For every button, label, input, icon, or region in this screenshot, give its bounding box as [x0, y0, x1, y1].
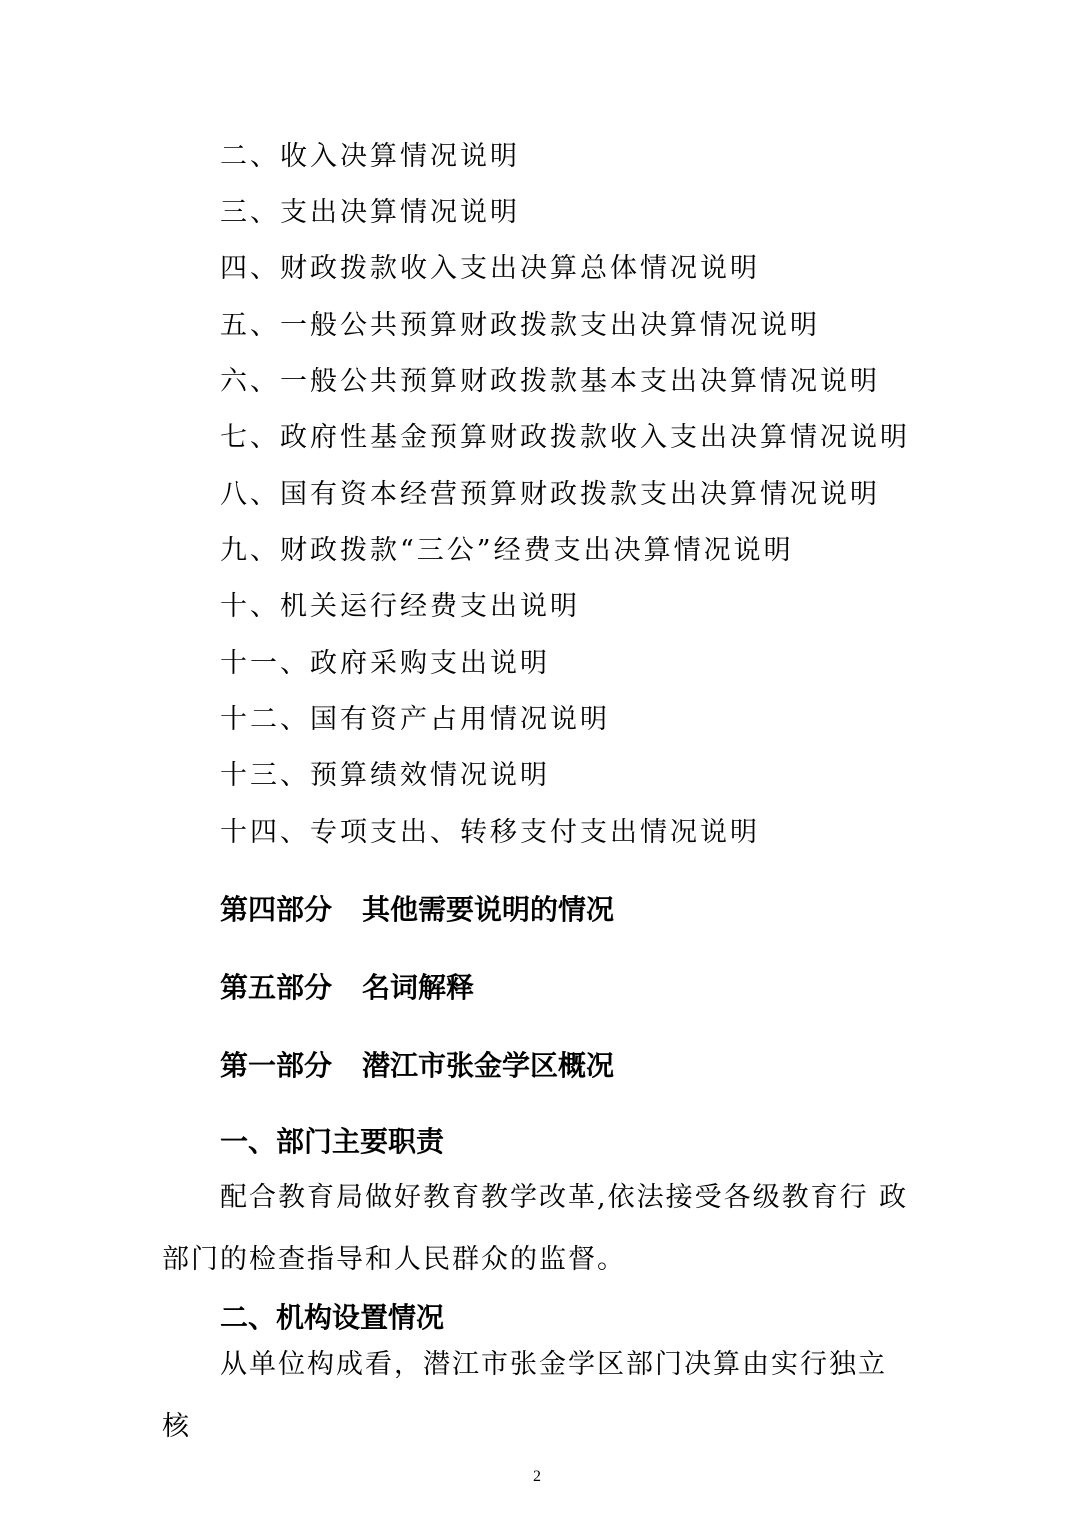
toc-item: 二、收入决算情况说明 [220, 141, 520, 172]
section-label: 第一部分 [220, 1049, 333, 1082]
section-title [220, 1049, 614, 1083]
page-number: 2 [533, 1468, 541, 1485]
subsection-paragraph: 从单位构成看，潜江市张金学区部门决算由实行独立核 [162, 1349, 887, 1442]
toc-item: 十三、预算绩效情况说明 [220, 760, 550, 791]
part-title: 名词解释 [362, 971, 475, 1004]
section-name: 潜江市张金学区概况 [362, 1049, 615, 1082]
toc-item: 五、一般公共预算财政拨款支出决算情况说明 [220, 310, 820, 341]
toc-item: 六、一般公共预算财政拨款基本支出决算情况说明 [220, 366, 880, 397]
part-label: 第五部分 [220, 971, 333, 1004]
part-title: 其他需要说明的情况 [362, 893, 615, 926]
toc-item: 三、支出决算情况说明 [220, 197, 520, 228]
toc-item: 十一、政府采购支出说明 [220, 648, 550, 679]
toc-item: 十、机关运行经费支出说明 [220, 591, 580, 622]
toc-item: 十二、国有资产占用情况说明 [220, 704, 610, 735]
subsection-paragraph: 配合教育局做好教育教学改革,依法接受各级教育行 政部门的检查指导和人民群众的监督。 [162, 1182, 909, 1275]
part-label: 第四部分 [220, 893, 333, 926]
toc-item: 七、政府性基金预算财政拨款收入支出决算情况说明 [220, 422, 910, 453]
subsection-heading: 一、部门主要职责 [220, 1125, 445, 1158]
toc-part-five [220, 971, 474, 1005]
toc-part-four [220, 893, 614, 927]
toc-item: 十四、专项支出、转移支付支出情况说明 [220, 817, 760, 848]
subsection-heading: 二、机构设置情况 [220, 1301, 445, 1334]
toc-item: 四、财政拨款收入支出决算总体情况说明 [220, 253, 760, 284]
toc-item: 九、财政拨款“三公”经费支出决算情况说明 [220, 535, 794, 566]
toc-item: 八、国有资本经营预算财政拨款支出决算情况说明 [220, 479, 880, 510]
